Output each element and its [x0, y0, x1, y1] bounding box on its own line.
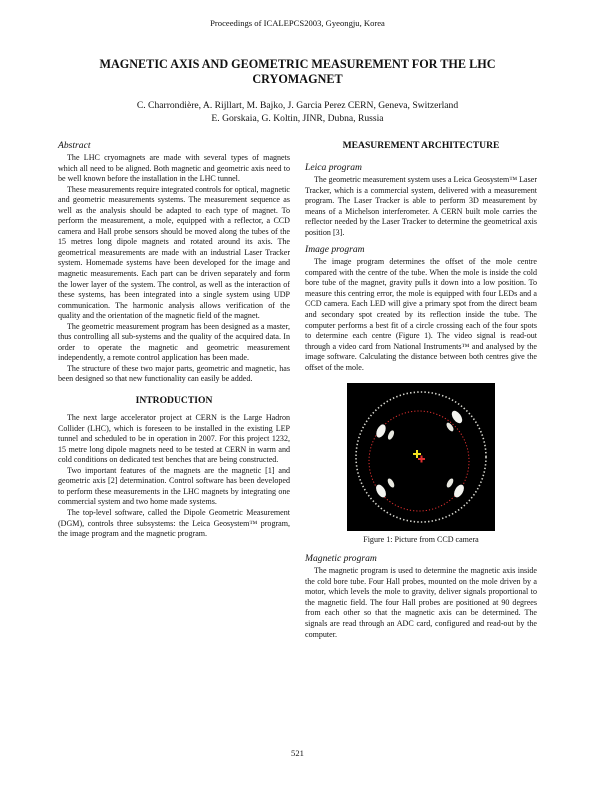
running-header: Proceedings of ICALEPCS2003, Gyeongju, Korea — [210, 18, 385, 28]
magnetic-program-paragraph: The magnetic program is used to determine the magnetic axis inside the cold bore tube. Four Hall probes, mounted on the mole driven by a motor, which levels the mole to gravity, deliver signals proportional to the magnetic field. The four Hall probes are positioned at 90 degrees from each other so that the magnetic axis can be determined. The signals are read through an ADC card, configured and read-out by the computer. — [305, 566, 537, 639]
page-number: 521 — [291, 748, 304, 758]
architecture-heading: MEASUREMENT ARCHITECTURE — [342, 140, 500, 151]
paper-title — [40, 57, 555, 87]
abstract-paragraph-3: The geometric measurement program has been designed as a master, thus controlling all sub-systems and the quality of the acquired data. In order to operate the magnetic and geometric measurement independently, a remote control application has been made. — [58, 321, 290, 363]
introduction-heading: INTRODUCTION — [135, 395, 213, 407]
ccd-camera-figure — [347, 383, 495, 531]
abstract-heading: Abstract — [58, 140, 91, 151]
authors-line-2: E. Gorskaia, G. Koltin, JINR, Dubna, Russia — [211, 112, 384, 124]
introduction-paragraph-2: Two important features of the magnets are the magnetic [1] and geometric axis [2] determination. Control software has been developed to perform these measurements in the LHC magnets by integrating one commercial system and two home made systems. — [58, 465, 290, 507]
authors-line-1: C. Charrondière, A. Rijllart, M. Bajko, J. Garcia Perez CERN, Geneva, Switzerland — [136, 100, 459, 111]
image-program-paragraph: The image program determines the offset of the mole centre compared with the centre of the tube. When the mole is inside the cold bore tube of the magnet, gravity pulls it down into a low position. To measure this centring error, the mole is equipped with four LEDs and a CCD camera. Each LED will give a primary spot from the direct beam and secondary spot created by its reflection inside the tube. The computer performs a best fit of a circle crossing each of the four spots to determine each centre (Figure 1). The video signal is read-out through a video card from National Instruments™ and analysed by the image software. Calculating the distance between both centres give the offset of the mole. — [305, 257, 537, 372]
abstract-paragraph-2: These measurements require integrated controls for optical, magnetic and geometric measurements systems. The measurement sequence as well as the analysis should be adapted to each type of magnet. To perform the measurement, a mole, equipped with a reflector, a CCD camera and Hall probe sensors should be moved along the tubes of the 15 metres long dipole magnets and rotated around its axis. The geometrical measurements are made with an industrial Laser Tracker system. Homemade systems have been developed for the image and magnetic measurements. Each part can be driven separately and form the lower layer of the system. The control, as well as the interaction of these systems, has been integrated into a single system using UDP communication. The harmonic analysis allows verification of the quality and the orientation of the magnetic field of the magnet. — [58, 184, 290, 321]
title-line-2: CRYOMAGNET — [252, 72, 343, 86]
right-column — [305, 140, 537, 640]
magnetic-program-heading: Magnetic program — [305, 553, 377, 565]
introduction-paragraph-3: The top-level software, called the Dipole Geometric Measurement (DGM), controls three subsystems: the Leica Geosystem™ program, the image program and the magnetic program. — [58, 507, 290, 539]
abstract-paragraph-4: The structure of these two major parts, geometric and magnetic, has been designed so that new functionality can easily be added. — [58, 363, 290, 384]
introduction-paragraph-1: The next large accelerator project at CERN is the Large Hadron Collider (LHC), which is foreseen to be installed in the existing LEP tunnel and scheduled to be in operation in 2007. For this project 1232, 15 metre long dipole magnets need to be tested at CERN in warm and cold conditions on dedicated test benches that are being constructed. — [58, 413, 290, 465]
leica-heading: Leica program — [305, 162, 362, 173]
figure-caption: Figure 1: Picture from CCD camera — [363, 535, 479, 545]
authors-block — [40, 100, 555, 125]
abstract-paragraph-1: The LHC cryomagnets are made with several types of magnets which all need to be aligned. Both magnetic and geometric axis need to be well known before the installation in the LHC tunnel. — [58, 153, 290, 184]
left-column — [58, 140, 290, 540]
leica-paragraph: The geometric measurement system uses a Leica Geosystem™ Laser Tracker, which is a commercial system, delivered with a measurement program. The Laser Tracker is able to perform 3D measurement by means of a Michelson interferometer. A CERN built mole carries the reflector needed by the Laser Tracker to determine the geometrical axis position [3]. — [305, 175, 537, 237]
image-program-heading: Image program — [305, 244, 365, 256]
title-line-1: MAGNETIC AXIS AND GEOMETRIC MEASUREMENT FOR THE LHC — [99, 57, 496, 71]
